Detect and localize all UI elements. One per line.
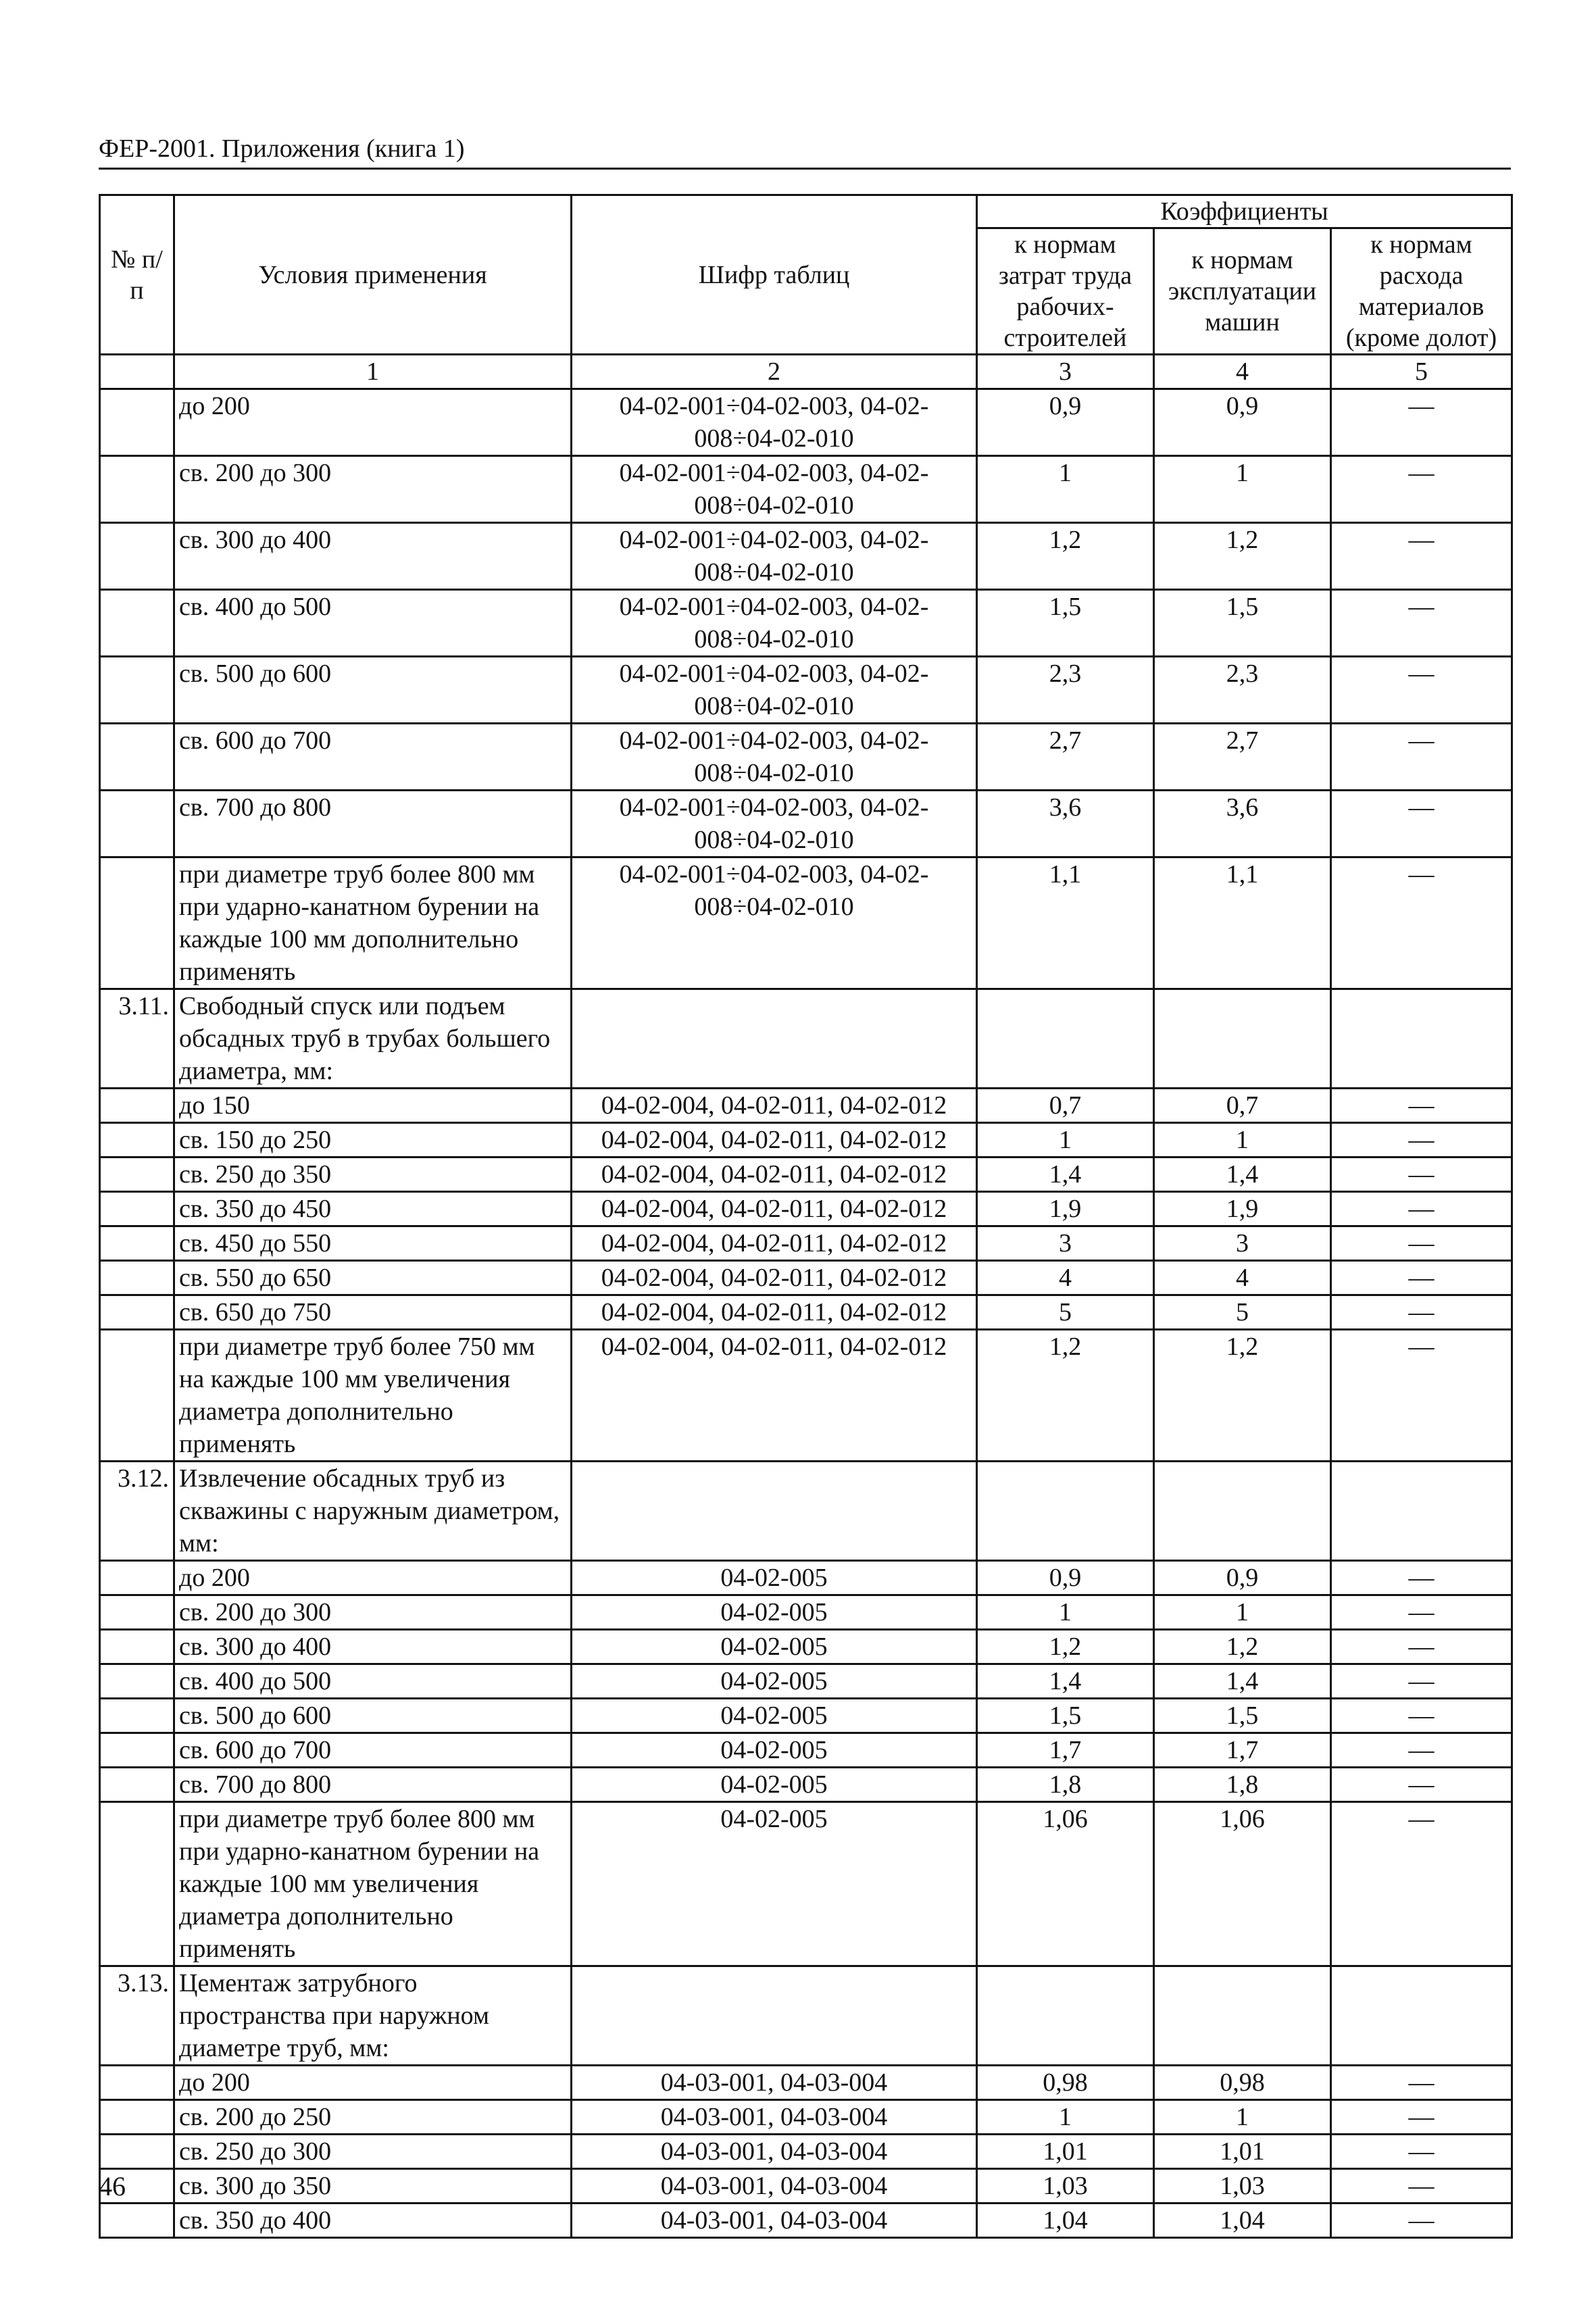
table-code-cell: 04-02-005 [572,1664,977,1699]
table-row [100,389,1512,456]
materials-coef-cell: — [1331,2066,1512,2100]
labor-coef-cell: 0,9 [977,1561,1154,1595]
machines-coef-cell: 1 [1154,456,1331,523]
row-number [100,389,174,456]
labor-coef-cell: 0,98 [977,2066,1154,2100]
table-code-cell: 04-02-001÷04-02-003, 04-02-008÷04-02-010 [572,657,977,724]
col-header-conditions: Условия применения [174,195,572,355]
table-code-cell: 04-02-004, 04-02-011, 04-02-012 [572,1261,977,1295]
table-code-cell: 04-02-005 [572,1699,977,1733]
row-number [100,590,174,657]
row-number: 3.13. [100,1966,174,2066]
col-header-table-codes: Шифр таблиц [572,195,977,355]
page-header: ФЕР-2001. Приложения (книга 1) [99,132,1511,170]
machines-coef-cell: 3 [1154,1226,1331,1261]
materials-coef-cell: — [1331,2135,1512,2169]
machines-coef-cell: 0,98 [1154,2066,1331,2100]
table-row [100,657,1512,724]
labor-coef-cell: 1,01 [977,2135,1154,2169]
table-code-cell [572,1966,977,2066]
condition-cell: св. 300 до 350 [174,2169,572,2204]
materials-coef-cell: — [1331,2204,1512,2238]
row-number [100,2066,174,2100]
table-row [100,1089,1512,1123]
materials-coef-cell: — [1331,1330,1512,1462]
table-row [100,1630,1512,1664]
materials-coef-cell: — [1331,1802,1512,1966]
labor-coef-cell [977,1966,1154,2066]
row-number [100,1226,174,1261]
table-code-cell: 04-02-004, 04-02-011, 04-02-012 [572,1192,977,1226]
materials-coef-cell: — [1331,1595,1512,1630]
machines-coef-cell: 0,9 [1154,1561,1331,1595]
table-code-cell: 04-02-004, 04-02-011, 04-02-012 [572,1226,977,1261]
table-row [100,1226,1512,1261]
materials-coef-cell: — [1331,657,1512,724]
condition-cell: св. 400 до 500 [174,1664,572,1699]
condition-cell: св. 150 до 250 [174,1123,572,1158]
labor-coef-cell: 1 [977,2100,1154,2135]
condition-cell: при диаметре труб более 750 мм на каждые 100 мм увеличения диаметра дополнительно применять [174,1330,572,1462]
materials-coef-cell: — [1331,857,1512,989]
table-row [100,1192,1512,1226]
condition-cell: св. 200 до 250 [174,2100,572,2135]
table-code-cell: 04-03-001, 04-03-004 [572,2204,977,2238]
table-code-cell: 04-02-004, 04-02-011, 04-02-012 [572,1089,977,1123]
table-row [100,2135,1512,2169]
table-row [100,1561,1512,1595]
condition-cell: св. 700 до 800 [174,791,572,857]
labor-coef-cell: 1,7 [977,1733,1154,1768]
row-number [100,857,174,989]
labor-coef-cell: 1,4 [977,1664,1154,1699]
machines-coef-cell: 1,03 [1154,2169,1331,2204]
row-number [100,1295,174,1330]
labor-coef-cell: 1,04 [977,2204,1154,2238]
labor-coef-cell: 1,5 [977,1699,1154,1733]
materials-coef-cell [1331,1462,1512,1561]
table-row [100,523,1512,590]
machines-coef-cell [1154,989,1331,1089]
materials-coef-cell: — [1331,1158,1512,1192]
row-number [100,1330,174,1462]
col-number-2: 2 [572,355,977,389]
coefficients-table [99,194,1513,2239]
table-code-cell: 04-02-005 [572,1595,977,1630]
machines-coef-cell: 1,06 [1154,1802,1331,1966]
table-code-cell: 04-02-005 [572,1768,977,1802]
machines-coef-cell: 1,1 [1154,857,1331,989]
table-row [100,2169,1512,2204]
table-code-cell: 04-02-005 [572,1630,977,1664]
condition-cell: св. 500 до 600 [174,657,572,724]
machines-coef-cell: 2,7 [1154,724,1331,791]
labor-coef-cell: 1,5 [977,590,1154,657]
labor-coef-cell: 0,7 [977,1089,1154,1123]
row-number [100,1699,174,1733]
labor-coef-cell: 1,06 [977,1802,1154,1966]
col-number-4: 4 [1154,355,1331,389]
table-row [100,791,1512,857]
labor-coef-cell: 5 [977,1295,1154,1330]
col-number-5: 5 [1331,355,1512,389]
row-number [100,1561,174,1595]
condition-cell: св. 600 до 700 [174,1733,572,1768]
machines-coef-cell: 1,04 [1154,2204,1331,2238]
materials-coef-cell: — [1331,1699,1512,1733]
labor-coef-cell [977,1462,1154,1561]
materials-coef-cell: — [1331,1089,1512,1123]
machines-coef-cell: 1,2 [1154,523,1331,590]
condition-cell: Цементаж затрубного пространства при наружном диаметре труб, мм: [174,1966,572,2066]
table-code-cell: 04-02-004, 04-02-011, 04-02-012 [572,1158,977,1192]
condition-cell: Свободный спуск или подъем обсадных труб в трубах большего диаметра, мм: [174,989,572,1089]
materials-coef-cell: — [1331,523,1512,590]
table-row [100,1733,1512,1768]
materials-coef-cell: — [1331,1630,1512,1664]
machines-coef-cell: 2,3 [1154,657,1331,724]
condition-cell: св. 600 до 700 [174,724,572,791]
table-row [100,1664,1512,1699]
materials-coef-cell: — [1331,2169,1512,2204]
materials-coef-cell: — [1331,1561,1512,1595]
machines-coef-cell: 0,7 [1154,1089,1331,1123]
machines-coef-cell: 1,4 [1154,1664,1331,1699]
materials-coef-cell: — [1331,1768,1512,1802]
materials-coef-cell [1331,989,1512,1089]
table-code-cell: 04-02-005 [572,1561,977,1595]
row-number [100,657,174,724]
materials-coef-cell: — [1331,1123,1512,1158]
row-number [100,1089,174,1123]
machines-coef-cell: 1,8 [1154,1768,1331,1802]
materials-coef-cell: — [1331,1664,1512,1699]
machines-coef-cell: 1,9 [1154,1192,1331,1226]
machines-coef-cell: 1,4 [1154,1158,1331,1192]
materials-coef-cell [1331,1966,1512,2066]
row-number [100,1158,174,1192]
col-number-3: 3 [977,355,1154,389]
materials-coef-cell: — [1331,791,1512,857]
condition-cell: св. 450 до 550 [174,1226,572,1261]
row-number [100,1733,174,1768]
table-row [100,1802,1512,1966]
labor-coef-cell: 2,3 [977,657,1154,724]
row-number [100,1261,174,1295]
table-row [100,1158,1512,1192]
machines-coef-cell [1154,1966,1331,2066]
table-row [100,1295,1512,1330]
col-header-no: № п/п [100,195,174,355]
materials-coef-cell: — [1331,1261,1512,1295]
table-row [100,2100,1512,2135]
labor-coef-cell: 1,03 [977,2169,1154,2204]
labor-coef-cell: 1 [977,1595,1154,1630]
col-header-labor: к нормам затрат труда рабочих-строителей [977,228,1154,355]
row-number [100,2100,174,2135]
labor-coef-cell: 1 [977,1123,1154,1158]
condition-cell: св. 300 до 400 [174,523,572,590]
machines-coef-cell: 1,2 [1154,1630,1331,1664]
machines-coef-cell: 3,6 [1154,791,1331,857]
row-number [100,1192,174,1226]
materials-coef-cell: — [1331,389,1512,456]
labor-coef-cell: 1,8 [977,1768,1154,1802]
materials-coef-cell: — [1331,1733,1512,1768]
table-row [100,1966,1512,2066]
materials-coef-cell: — [1331,1226,1512,1261]
labor-coef-cell: 1 [977,456,1154,523]
machines-coef-cell: 1,2 [1154,1330,1331,1462]
table-body [100,389,1512,2238]
condition-cell: св. 650 до 750 [174,1295,572,1330]
table-code-cell: 04-02-001÷04-02-003, 04-02-008÷04-02-010 [572,389,977,456]
materials-coef-cell: — [1331,724,1512,791]
table-code-cell: 04-02-001÷04-02-003, 04-02-008÷04-02-010 [572,857,977,989]
row-number: 3.12. [100,1462,174,1561]
table-code-cell: 04-02-001÷04-02-003, 04-02-008÷04-02-010 [572,523,977,590]
table-row [100,456,1512,523]
row-number [100,791,174,857]
machines-coef-cell: 1 [1154,1123,1331,1158]
materials-coef-cell: — [1331,590,1512,657]
table-row [100,2204,1512,2238]
machines-coef-cell: 0,9 [1154,389,1331,456]
condition-cell: св. 250 до 350 [174,1158,572,1192]
machines-coef-cell: 1,5 [1154,1699,1331,1733]
condition-cell: св. 250 до 300 [174,2135,572,2169]
table-row [100,1261,1512,1295]
row-number [100,1123,174,1158]
labor-coef-cell: 3 [977,1226,1154,1261]
row-number [100,2204,174,2238]
labor-coef-cell: 0,9 [977,389,1154,456]
page-number: 46 [99,2171,126,2201]
col-header-machines: к нормам эксплуатации машин [1154,228,1331,355]
condition-cell: до 200 [174,2066,572,2100]
table-row [100,724,1512,791]
condition-cell: до 200 [174,389,572,456]
materials-coef-cell: — [1331,1295,1512,1330]
labor-coef-cell: 1,2 [977,1330,1154,1462]
machines-coef-cell: 1 [1154,1595,1331,1630]
materials-coef-cell: — [1331,2100,1512,2135]
table-code-cell: 04-03-001, 04-03-004 [572,2100,977,2135]
row-number [100,1802,174,1966]
labor-coef-cell: 1,1 [977,857,1154,989]
row-number [100,1664,174,1699]
table-row [100,1595,1512,1630]
labor-coef-cell: 1,4 [977,1158,1154,1192]
table-row [100,590,1512,657]
table-code-cell: 04-03-001, 04-03-004 [572,2169,977,2204]
table-code-cell: 04-02-004, 04-02-011, 04-02-012 [572,1123,977,1158]
machines-coef-cell: 1 [1154,2100,1331,2135]
table-row [100,857,1512,989]
row-number [100,456,174,523]
machines-coef-cell: 1,01 [1154,2135,1331,2169]
table-header [100,195,1512,389]
condition-cell: при диаметре труб более 800 мм при ударно-канатном бурении на каждые 100 мм дополнительно применять [174,857,572,989]
table-row [100,1123,1512,1158]
table-row [100,989,1512,1089]
table-row [100,1462,1512,1561]
table-code-cell: 04-03-001, 04-03-004 [572,2135,977,2169]
row-number [100,1630,174,1664]
condition-cell: св. 500 до 600 [174,1699,572,1733]
labor-coef-cell: 3,6 [977,791,1154,857]
table-code-cell: 04-02-004, 04-02-011, 04-02-012 [572,1330,977,1462]
machines-coef-cell: 1,5 [1154,590,1331,657]
machines-coef-cell: 5 [1154,1295,1331,1330]
condition-cell: св. 350 до 400 [174,2204,572,2238]
condition-cell: св. 350 до 450 [174,1192,572,1226]
col-number-blank [100,355,174,389]
condition-cell: при диаметре труб более 800 мм при ударно-канатном бурении на каждые 100 мм увеличения диаметра дополнительно применять [174,1802,572,1966]
labor-coef-cell: 2,7 [977,724,1154,791]
labor-coef-cell: 1,2 [977,523,1154,590]
col-header-materials: к нормам расхода материалов (кроме долот) [1331,228,1512,355]
table-code-cell: 04-02-001÷04-02-003, 04-02-008÷04-02-010 [572,791,977,857]
table-code-cell: 04-02-001÷04-02-003, 04-02-008÷04-02-010 [572,590,977,657]
table-code-cell: 04-02-001÷04-02-003, 04-02-008÷04-02-010 [572,456,977,523]
condition-cell: св. 300 до 400 [174,1630,572,1664]
materials-coef-cell: — [1331,456,1512,523]
condition-cell: св. 200 до 300 [174,1595,572,1630]
table-row [100,1330,1512,1462]
condition-cell: св. 550 до 650 [174,1261,572,1295]
col-number-1: 1 [174,355,572,389]
labor-coef-cell: 4 [977,1261,1154,1295]
table-code-cell [572,989,977,1089]
machines-coef-cell: 4 [1154,1261,1331,1295]
condition-cell: св. 200 до 300 [174,456,572,523]
row-number [100,523,174,590]
table-row [100,1768,1512,1802]
table-code-cell: 04-02-005 [572,1733,977,1768]
row-number [100,1768,174,1802]
materials-coef-cell: — [1331,1192,1512,1226]
row-number [100,1595,174,1630]
row-number [100,724,174,791]
condition-cell: св. 400 до 500 [174,590,572,657]
machines-coef-cell: 1,7 [1154,1733,1331,1768]
row-number: 3.11. [100,989,174,1089]
labor-coef-cell: 1,2 [977,1630,1154,1664]
labor-coef-cell: 1,9 [977,1192,1154,1226]
table-code-cell [572,1462,977,1561]
table-row [100,1699,1512,1733]
table-code-cell: 04-02-001÷04-02-003, 04-02-008÷04-02-010 [572,724,977,791]
table-code-cell: 04-03-001, 04-03-004 [572,2066,977,2100]
table-row [100,2066,1512,2100]
row-number [100,2135,174,2169]
condition-cell: св. 700 до 800 [174,1768,572,1802]
condition-cell: Извлечение обсадных труб из скважины с наружным диаметром, мм: [174,1462,572,1561]
machines-coef-cell [1154,1462,1331,1561]
table-code-cell: 04-02-005 [572,1802,977,1966]
table-code-cell: 04-02-004, 04-02-011, 04-02-012 [572,1295,977,1330]
condition-cell: до 150 [174,1089,572,1123]
condition-cell: до 200 [174,1561,572,1595]
labor-coef-cell [977,989,1154,1089]
col-header-coefficients: Коэффициенты [977,195,1512,228]
